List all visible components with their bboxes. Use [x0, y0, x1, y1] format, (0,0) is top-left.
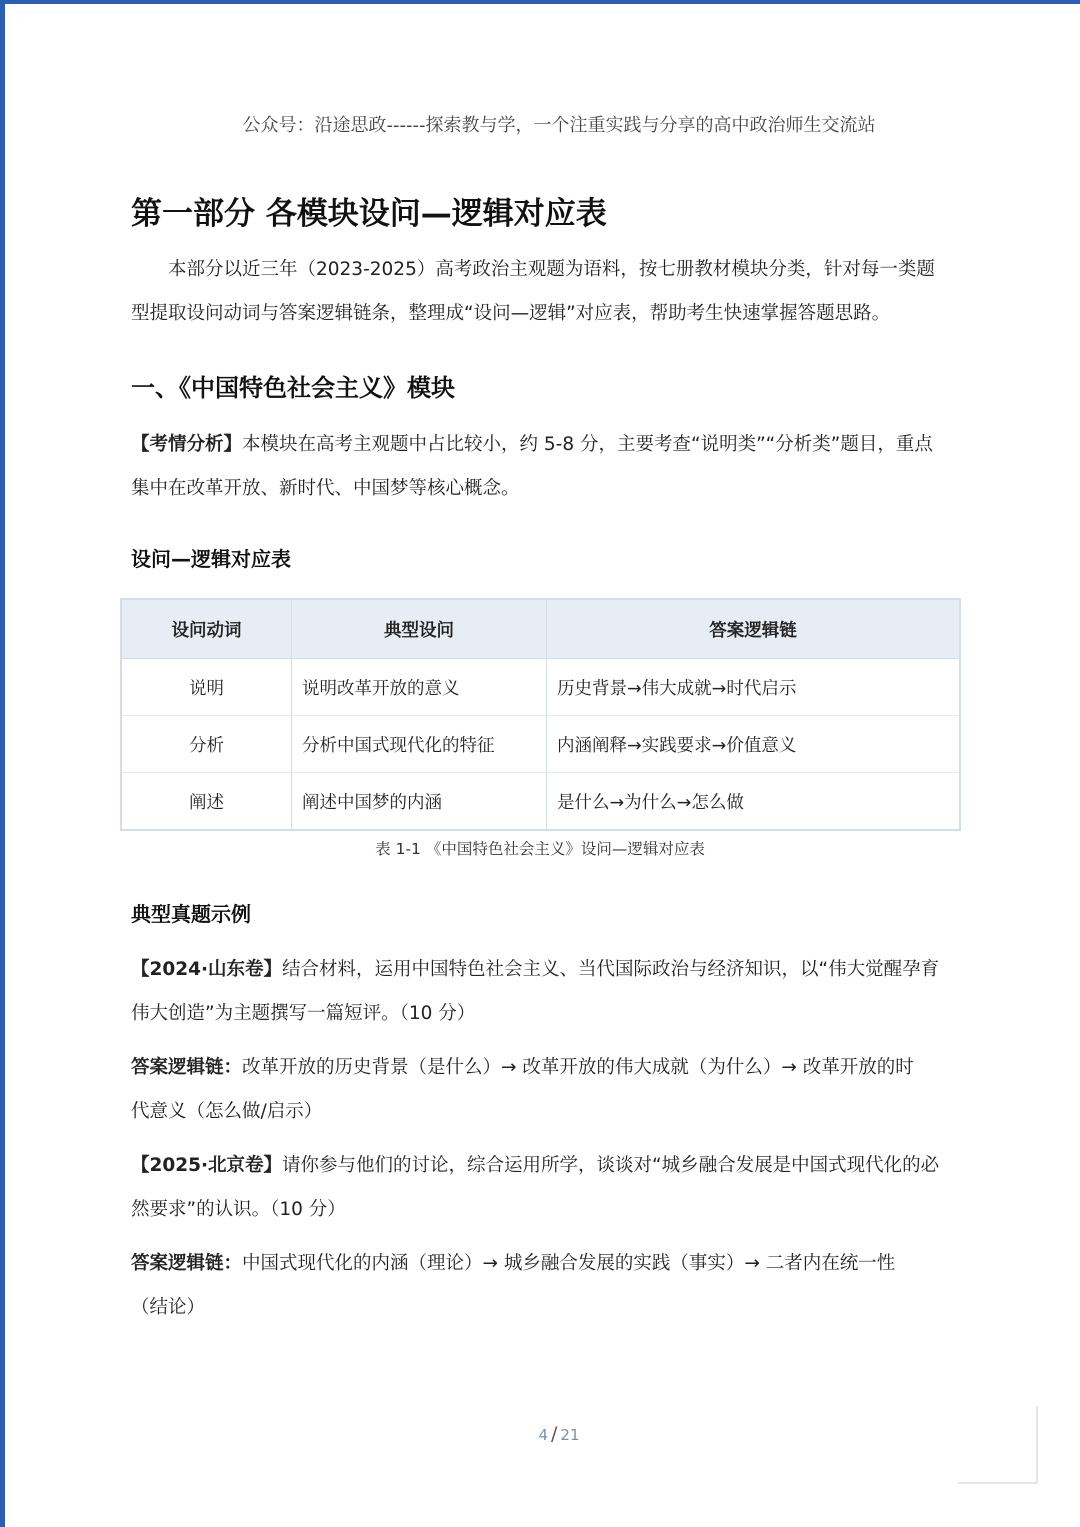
cell-logic: 历史背景→伟大成就→时代启示: [547, 659, 961, 716]
cell-question: 分析中国式现代化的特征: [292, 716, 547, 773]
intro-line-1: 本部分以近三年（2023-2025）高考政治主观题为语料，按七册教材模块分类，针对每一类题: [168, 259, 935, 280]
logic-label: 答案逻辑链：: [131, 1253, 243, 1274]
table-heading: 设问—逻辑对应表: [131, 547, 291, 571]
cell-verb: 分析: [121, 716, 292, 773]
logic-label: 答案逻辑链：: [131, 1057, 243, 1078]
page-current: 4: [538, 1426, 549, 1444]
page-corner-mark: [958, 1482, 1038, 1484]
section-title: 一、《中国特色社会主义》模块: [131, 374, 455, 402]
analysis-label: 【考情分析】: [131, 434, 243, 455]
analysis-paragraph: [131, 423, 951, 511]
example-tag: 【2024·山东卷】: [131, 959, 283, 980]
table-header-row: [121, 599, 960, 659]
table-row: [121, 773, 960, 831]
analysis-line-2: 集中在改革开放、新时代、中国梦等核心概念。: [131, 478, 520, 499]
intro-line-2: 型提取设问动词与答案逻辑链条，整理成“设问—逻辑”对应表，帮助考生快速掌握答题思路。: [131, 303, 891, 324]
intro-paragraph: [131, 248, 951, 336]
left-accent-bar: [0, 0, 5, 1527]
page-separator: /: [551, 1423, 558, 1445]
page-number: [0, 1423, 1080, 1445]
header-cell-verb: 设问动词: [121, 599, 292, 659]
table-row: [121, 716, 960, 773]
table-row: [121, 659, 960, 716]
examples-heading: 典型真题示例: [131, 902, 251, 926]
mapping-table: [120, 598, 961, 831]
header-note: 公众号：沿途思政------探索教与学，一个注重实践与分享的高中政治师生交流站: [242, 115, 876, 136]
header-cell-question: 典型设问: [292, 599, 547, 659]
cell-verb: 说明: [121, 659, 292, 716]
page-total: 21: [560, 1426, 580, 1444]
cell-question: 阐述中国梦的内涵: [292, 773, 547, 831]
example-question: 【2025·北京卷】请你参与他们的讨论，综合运用所学，谈谈对“城乡融合发展是中国式现代化的必 然要求”的认识。（10 分）: [131, 1155, 940, 1220]
analysis-line-1: 【考情分析】本模块在高考主观题中占比较小，约 5-8 分，主要考查“说明类”“分析类”题目，重点: [131, 434, 933, 455]
cell-verb: 阐述: [121, 773, 292, 831]
example-tag: 【2025·北京卷】: [131, 1155, 283, 1176]
cell-logic: 内涵阐释→实践要求→价值意义: [547, 716, 961, 773]
table-caption: 表 1-1 《中国特色社会主义》设问—逻辑对应表: [375, 840, 705, 858]
header-cell-logic: 答案逻辑链: [547, 599, 961, 659]
example-logic: 答案逻辑链：中国式现代化的内涵（理论）→ 城乡融合发展的实践（事实）→ 二者内在统一性 （结论）: [131, 1253, 896, 1318]
cell-logic: 是什么→为什么→怎么做: [547, 773, 961, 831]
cell-question: 说明改革开放的意义: [292, 659, 547, 716]
part-title: 第一部分 各模块设问—逻辑对应表: [131, 196, 607, 232]
top-accent-bar: [0, 0, 1080, 4]
example-question: 【2024·山东卷】结合材料，运用中国特色社会主义、当代国际政治与经济知识，以“伟大觉醒孕育 伟大创造”为主题撰写一篇短评。（10 分）: [131, 959, 940, 1024]
page-corner-mark: [1036, 1406, 1038, 1484]
example-logic: 答案逻辑链：改革开放的历史背景（是什么）→ 改革开放的伟大成就（为什么）→ 改革开放的时 代意义（怎么做/启示）: [131, 1057, 914, 1122]
